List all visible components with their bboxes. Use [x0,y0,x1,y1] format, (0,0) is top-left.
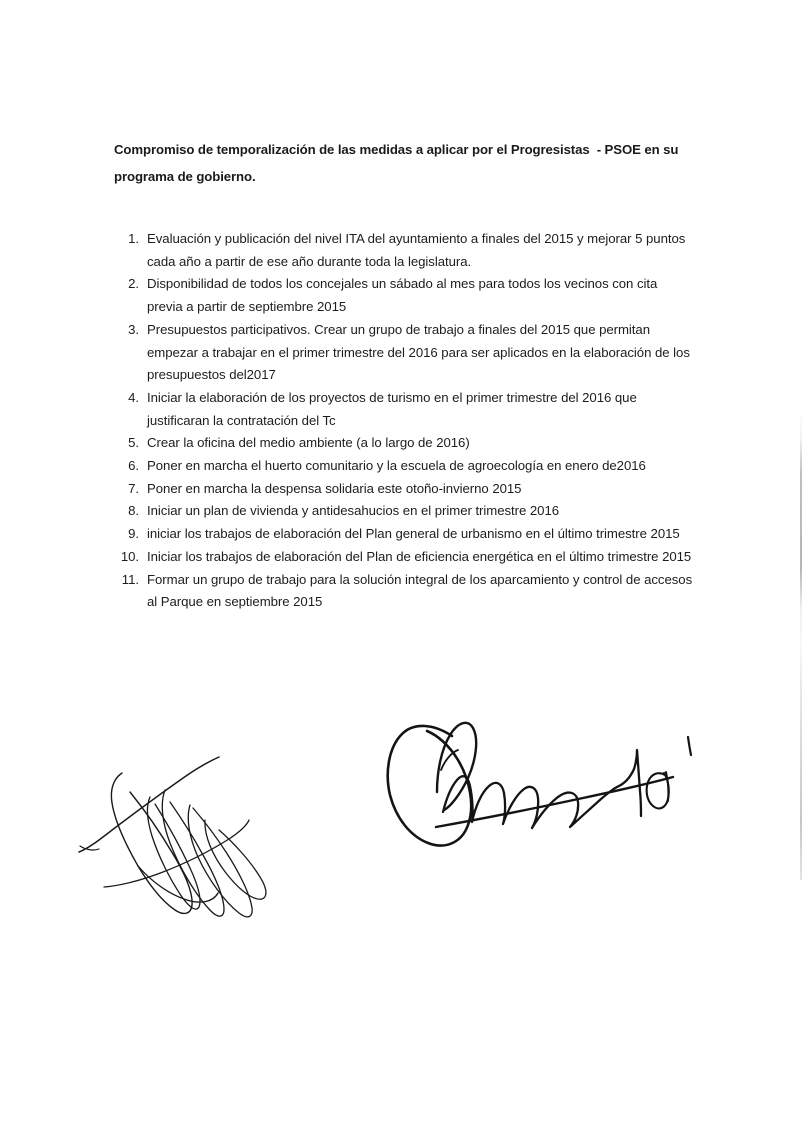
list-item [114,387,694,432]
list-item-text: Disponibilidad de todos los concejales un sábado al mes para todos los vecinos con cita previa a partir de septiembre 2015 [147,276,658,315]
measures-list [114,228,694,614]
list-item-text: iniciar los trabajos de elaboración del Plan general de urbanismo en el último trimestre 2015 [147,526,680,542]
page-title: Compromiso de temporalización de las medidas a aplicar por el Progresistas - PSOE en su programa de gobierno. [114,142,682,184]
list-item-text: Evaluación y publicación del nivel ITA del ayuntamiento a finales del 2015 y mejorar 5 puntos cada año a partir de ese año durante toda la legislatura. [147,231,686,269]
list-item [114,273,694,318]
list-item-text: Formar un grupo de trabajo para la solución integral de los aparcamiento y control de accesos al Parque en septiembre 2015 [147,571,693,610]
list-item-text: Iniciar un plan de vivienda y antidesahucios en el primer trimestre 2016 [147,503,560,519]
list-item-number: 9. [128,526,139,542]
list-item-number: 2. [128,276,139,292]
list-item-number: 6. [128,458,139,474]
list-item [114,546,694,569]
right-signature [388,723,691,846]
list-item-number: 4. [128,389,139,405]
list-item [114,432,694,455]
list-item-number: 5. [128,435,139,451]
list-item [114,455,694,478]
list-item-text: Iniciar la elaboración de los proyectos de turismo en el primer trimestre del 2016 que justificaran la contratación del Tc [147,389,637,428]
list-item [114,569,694,614]
left-signature [79,757,266,917]
list-item-number: 11. [121,571,139,587]
list-item [114,500,694,523]
scan-artifact-line [800,410,802,880]
list-item-number: 1. [128,231,139,246]
list-item-number: 3. [128,321,139,337]
list-item [114,478,694,501]
list-item-text: Poner en marcha la despensa solidaria este otoño-invierno 2015 [147,480,522,496]
list-item-number: 10. [120,548,139,564]
list-item-text: Presupuestos participativos. Crear un grupo de trabajo a finales del 2015 que permitan empezar a trabajar en el primer trimestre del 2016 para ser aplicados en la elaboración de los presupuestos del2017 [147,321,690,383]
list-item-text: Poner en marcha el huerto comunitario y la escuela de agroecología en enero de2016 [147,458,646,474]
list-item-number: 7. [128,480,139,496]
list-item-text: Crear la oficina del medio ambiente (a lo largo de 2016) [147,435,470,451]
list-item-number: 8. [128,503,139,519]
list-item [114,228,694,273]
list-item [114,319,694,387]
list-item-text: Iniciar los trabajos de elaboración del Plan de eficiencia energética en el último trimestre 2015 [147,548,692,564]
list-item [114,523,694,546]
